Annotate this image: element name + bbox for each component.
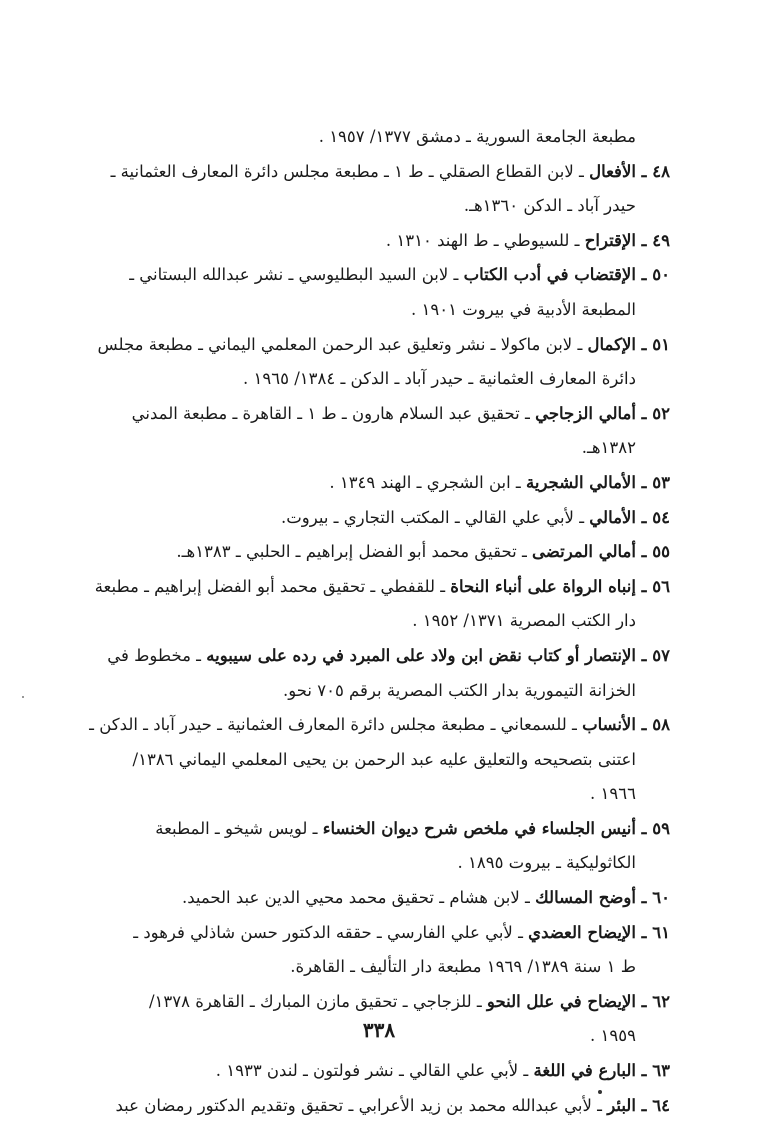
print-speck (22, 696, 24, 698)
bibliography-line: ط ١ سنة ١٣٨٩/ ١٩٦٩ مطبعة دار التأليف ـ القاهرة. (290, 957, 636, 977)
bibliography-entry-48: ٤٨ ـ الأفعال ـ لابن القطاع الصقلي ـ ط ١ ـ مطبعة مجلس دائرة المعارف العثمانية ـ (110, 161, 670, 181)
bibliography-line: حيدر آباد ـ الدكن ١٣٦٠هـ. (463, 196, 636, 216)
bibliography-entry-49: ٤٩ ـ الإقتراح ـ للسيوطي ـ ط الهند ١٣١٠ . (385, 230, 670, 250)
bibliography-entry-61: ٦١ ـ الإيضاح العضدي ـ لأبي علي الفارسي ـ حققه الدكتور حسن شاذلي فرهود ـ (133, 922, 670, 942)
print-speck (598, 1090, 602, 1094)
bibliography-entry-56: ٥٦ ـ إنباه الرواة على أنباء النحاة ـ للقفطي ـ تحقيق محمد أبو الفضل إبراهيم ـ مطبعة (94, 576, 670, 596)
bibliography-line: ١٣٨٢هـ. (581, 438, 636, 458)
bibliography-line: اعتنى بتصحيحه والتعليق عليه عبد الرحمن بن يحيى المعلمي اليماني ١٣٨٦/ (132, 749, 636, 769)
bibliography-line: الكاثوليكية ـ بيروت ١٨٩٥ . (457, 853, 636, 873)
bibliography-entry-64: ٦٤ ـ البئر ـ لأبي عبدالله محمد بن زيد الأعرابي ـ تحقيق وتقديم الدكتور رمضان عبد (115, 1095, 670, 1115)
bibliography-line: دائرة المعارف العثمانية ـ حيدر آباد ـ الدكن ـ ١٣٨٤/ ١٩٦٥ . (243, 369, 636, 389)
bibliography-entry-54: ٥٤ ـ الأمالي ـ لأبي علي القالي ـ المكتب التجاري ـ بيروت. (280, 507, 670, 527)
bibliography-entry-63: ٦٣ ـ البارع في اللغة ـ لأبي علي القالي ـ نشر فولتون ـ لندن ١٩٣٣ . (215, 1061, 670, 1081)
bibliography-line: دار الكتب المصرية ١٣٧١/ ١٩٥٢ . (412, 611, 636, 631)
bibliography-entry-62: ٦٢ ـ الإيضاح في علل النحو ـ للزجاجي ـ تحقيق مازن المبارك ـ القاهرة ١٣٧٨/ (148, 991, 670, 1011)
bibliography-entry-60: ٦٠ ـ أوضح المسالك ـ لابن هشام ـ تحقيق محمد محيي الدين عبد الحميد. (181, 888, 670, 908)
bibliography-entry-58: ٥٨ ـ الأنساب ـ للسمعاني ـ مطبعة مجلس دائرة المعارف العثمانية ـ حيدر آباد ـ الدكن ـ (89, 715, 670, 735)
bibliography-entry-52: ٥٢ ـ أمالي الزجاجي ـ تحقيق عبد السلام هارون ـ ط ١ ـ القاهرة ـ مطبعة المدني (131, 403, 670, 423)
bibliography-page (88, 120, 670, 1123)
bibliography-entry-53: ٥٣ ـ الأمالي الشجرية ـ ابن الشجري ـ الهند ١٣٤٩ . (329, 472, 670, 492)
bibliography-entry-50: ٥٠ ـ الإقتضاب في أدب الكتاب ـ لابن السيد البطليوسي ـ نشر عبدالله البستاني ـ (129, 265, 670, 285)
bibliography-line: المطبعة الأدبية في بيروت ١٩٠١ . (411, 299, 636, 319)
bibliography-entry-55: ٥٥ ـ أمالي المرتضى ـ تحقيق محمد أبو الفضل إبراهيم ـ الحلبي ـ ١٣٨٣هـ. (176, 542, 670, 562)
bibliography-entry-57: ٥٧ ـ الإنتصار أو كتاب نقض ابن ولاد على المبرد في رده على سيبويه ـ مخطوط في (107, 645, 670, 665)
bibliography-line: ١٩٥٩ . (590, 1026, 636, 1046)
page-number: ٣٣٨ (362, 1018, 396, 1042)
bibliography-entry-59: ٥٩ ـ أنيس الجلساء في ملخص شرح ديوان الخنساء ـ لويس شيخو ـ المطبعة (155, 818, 670, 838)
bibliography-entry-51: ٥١ ـ الإكمال ـ لابن ماكولا ـ نشر وتعليق عبد الرحمن المعلمي اليماني ـ مطبعة مجلس (97, 334, 670, 354)
bibliography-line: ١٩٦٦ . (590, 784, 636, 804)
bibliography-line: الخزانة التيمورية بدار الكتب المصرية برقم ٧٠٥ نحو. (282, 680, 636, 700)
bibliography-line: مطبعة الجامعة السورية ـ دمشق ١٣٧٧/ ١٩٥٧ . (318, 127, 636, 146)
